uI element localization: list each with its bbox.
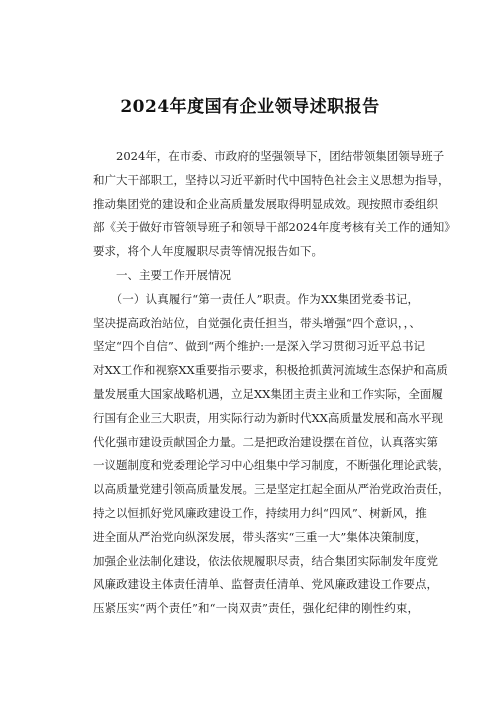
body-line: 坚定“四个自信”、做到“两个维护:一是深入学习贯彻习近平总书记 — [93, 339, 426, 354]
body-line: 2024年，在市委、市政府的坚强领导下，团结带领集团领导班子 — [93, 149, 445, 163]
body-line: 风廉政建设主体责任清单、监督责任清单、党风廉政建设工作要点， — [93, 577, 438, 592]
body-line: 进全面从严治党向纵深发展，带头落实“三重一大”集体决策制度， — [93, 529, 427, 544]
body-line: 部《关于做好市管领导班子和领导干部2024年度考核有关工作的通知》 — [93, 220, 456, 235]
body-line: 以高质量党建引领高质量发展。三是坚定扛起全面从严治党政治责任， — [93, 482, 450, 497]
document-title: 2024年度国有企业领导述职报告 — [120, 97, 380, 117]
body-line: 对XX工作和视察XX重要指示要求，积极抢抓黄河流域生态保护和高质 — [93, 363, 448, 378]
body-line: 代化强市建设贡献国企力量。二是把政治建设摆在首位，认真落实第 — [93, 434, 438, 449]
body-line: 推动集团党的建设和企业高质量发展取得明显成效。现按照市委组织 — [93, 196, 438, 211]
document-body — [93, 145, 456, 621]
body-line: 持之以恒抓好党风廉政建设工作，持续用力纠“四风”、树新风，推 — [93, 505, 427, 520]
body-line: 行国有企业三大职责，用实际行动为新时代XX高质量发展和高水平现 — [93, 410, 443, 425]
body-line: 一议题制度和党委理论学习中心组集中学习制度，不断强化理论武装， — [93, 458, 450, 473]
body-line: 要求，将个人年度履职尽责等情况报告如下。 — [93, 244, 323, 259]
section-heading: 一、主要工作开展情况 — [93, 267, 231, 282]
body-line: 和广大干部职工，坚持以习近平新时代中国特色社会主义思想为指导， — [93, 172, 450, 187]
body-line: （一）认真履行“第一责任人”职责。作为XX集团党委书记， — [93, 291, 419, 306]
body-line: 加强企业法制化建设，依法依规履职尽责，结合集团实际制发年度党 — [93, 553, 438, 568]
body-line: 量发展重大国家战略机遇，立足XX集团主责主业和工作实际，全面履 — [93, 386, 443, 401]
body-line: 坚决提高政治站位，自觉强化责任担当，带头增强“四个意识，，、 — [93, 315, 421, 330]
body-line: 压紧压实“两个责任”和“一岗双责”责任，强化纪律的刚性约束， — [93, 601, 419, 616]
